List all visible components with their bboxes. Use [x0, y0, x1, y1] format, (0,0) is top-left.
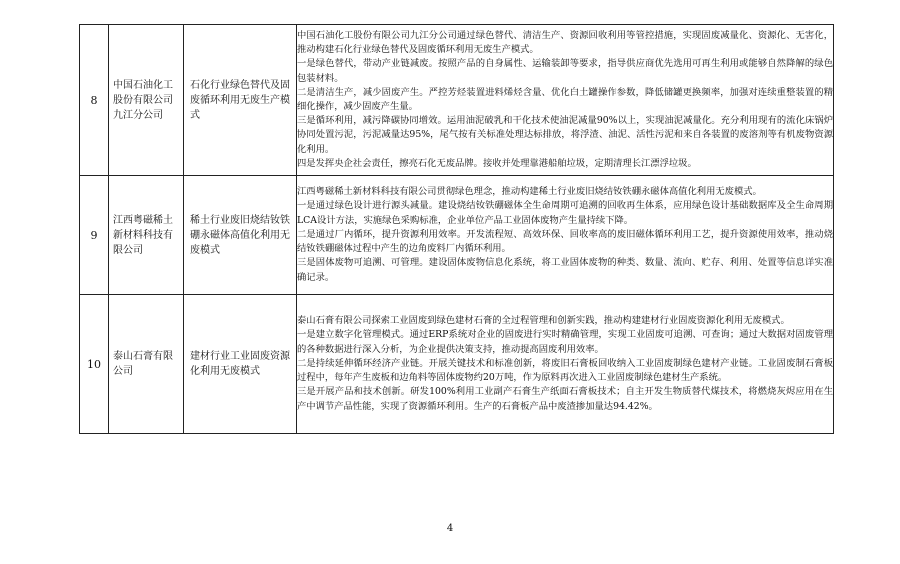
table-row: [80, 25, 834, 176]
table-row: [80, 176, 834, 295]
description-paragraph: 二是通过厂内循环，提升资源利用效率。开发流程短、高效环保、回收率高的废旧磁体循环利用工艺，提升资源使用效率，推动烧结钕铁硼磁体过程中产生的边角废料厂内循环利用。: [297, 228, 833, 255]
description-paragraph: 三是循环利用，减污降碳协同增效。运用油泥破乳和干化技术使油泥减量90%以上，实现油泥减量化。充分利用现有的流化床锅炉协同处置污泥，污泥减量达95%，尾气按有关标准处理达标排放，将浮渣、油泥、活性污泥和来自各装置的废溶剂等有机废物资源化利用。: [297, 115, 833, 155]
description-cell: [297, 25, 834, 176]
company-name-cell: [109, 176, 184, 295]
description-paragraph: 二是清洁生产，减少固废产生。严控芳烃装置进料烯烃含量、优化白土罐操作参数，降低储罐更换频率，加强对连续重整装置的精细化操作，减少固废产生量。: [297, 86, 833, 112]
row-number: 8: [80, 25, 109, 176]
description-paragraph: 江西粤磁稀土新材料科技有限公司贯彻绿色理念，推动构建稀土行业废旧烧结钕铁硼永磁体高值化利用无废模式。: [297, 186, 762, 198]
row-number: 10: [80, 295, 109, 434]
table-row: [80, 295, 834, 434]
company-name: 中国石油化工股份有限公司九江分公司: [113, 79, 173, 121]
cases-table: [79, 24, 834, 434]
mode-name-cell: [184, 25, 297, 176]
description-cell: [297, 295, 834, 434]
page-number: 4: [446, 523, 454, 534]
description-paragraph: 泰山石膏有限公司探索工业固废到绿色建材石膏的全过程管理和创新实践，推动构建建材行业固废资源化利用无废模式。: [297, 315, 790, 327]
description-paragraph: 四是发挥央企社会责任，擦亮石化无废品牌。接收并处理靠港船舶垃圾，定期清理长江漂浮垃圾。: [297, 157, 697, 169]
mode-name-cell: [184, 295, 297, 434]
description-paragraph: 二是持续延伸循环经济产业链。开展关键技术和标准创新，将废旧石膏板回收纳入工业固废制绿色建材产业链。工业固废制石膏板过程中，每年产生废板和边角料等固体废物约20万吨，作为原料再次进入工业固废制绿色建材生产系统。: [297, 357, 833, 384]
description-cell: [297, 176, 834, 295]
description-paragraph: 一是绿色替代，带动产业链减废。按照产品的自身属性、运输装卸等要求，指导供应商优先选用可再生利用或能够自然降解的绿色包装材料。: [297, 58, 833, 84]
mode-name: 石化行业绿色替代及固废循环利用无废生产模式: [190, 79, 290, 121]
company-name: 江西粤磁稀土新材料科技有限公司: [113, 214, 173, 256]
company-name: 泰山石膏有限公司: [113, 351, 173, 377]
mode-name-cell: [184, 176, 297, 295]
mode-name: 建材行业工业固废资源化利用无废模式: [190, 351, 290, 377]
description-paragraph: 中国石油化工股份有限公司九江分公司通过绿色替代、清洁生产、资源回收利用等管控措施，实现固废减量化、资源化、无害化，推动构建石化行业绿色替代及固废循环利用无废生产模式。: [297, 29, 833, 56]
description-paragraph: 三是固体废物可追溯、可管理。建设固体废物信息化系统，将工业固体废物的种类、数量、流向、贮存、利用、处置等信息详实准确记录。: [297, 257, 833, 283]
mode-name: 稀土行业废旧烧结钕铁硼永磁体高值化利用无废模式: [190, 214, 290, 256]
company-name-cell: [109, 295, 184, 434]
description-paragraph: 三是开展产品和技术创新。研发100%利用工业副产石膏生产纸面石膏板技术；自主开发生物质替代煤技术，将燃烧灰烬应用在生产中调节产品性能，实现了资源循环利用。生产的石膏板产品中废渣掺加量达94.42%。: [297, 386, 833, 412]
row-number: 9: [80, 176, 109, 295]
description-paragraph: 一是通过绿色设计进行源头减量。建设烧结钕铁硼磁体全生命周期可追溯的回收再生体系，应用绿色设计基础数据库及全生命周期LCA设计方法，实施绿色采购标准，企业单位产品工业固体废物产生量持续下降。: [297, 200, 833, 226]
company-name-cell: [109, 25, 184, 176]
description-paragraph: 一是建立数字化管理模式。通过ERP系统对企业的固废进行实时精确管理，实现工业固废可追溯、可查询；通过大数据对固废管理的各种数据进行深入分析，为企业提供决策支持，推动提高固废利用效率。: [297, 329, 833, 355]
